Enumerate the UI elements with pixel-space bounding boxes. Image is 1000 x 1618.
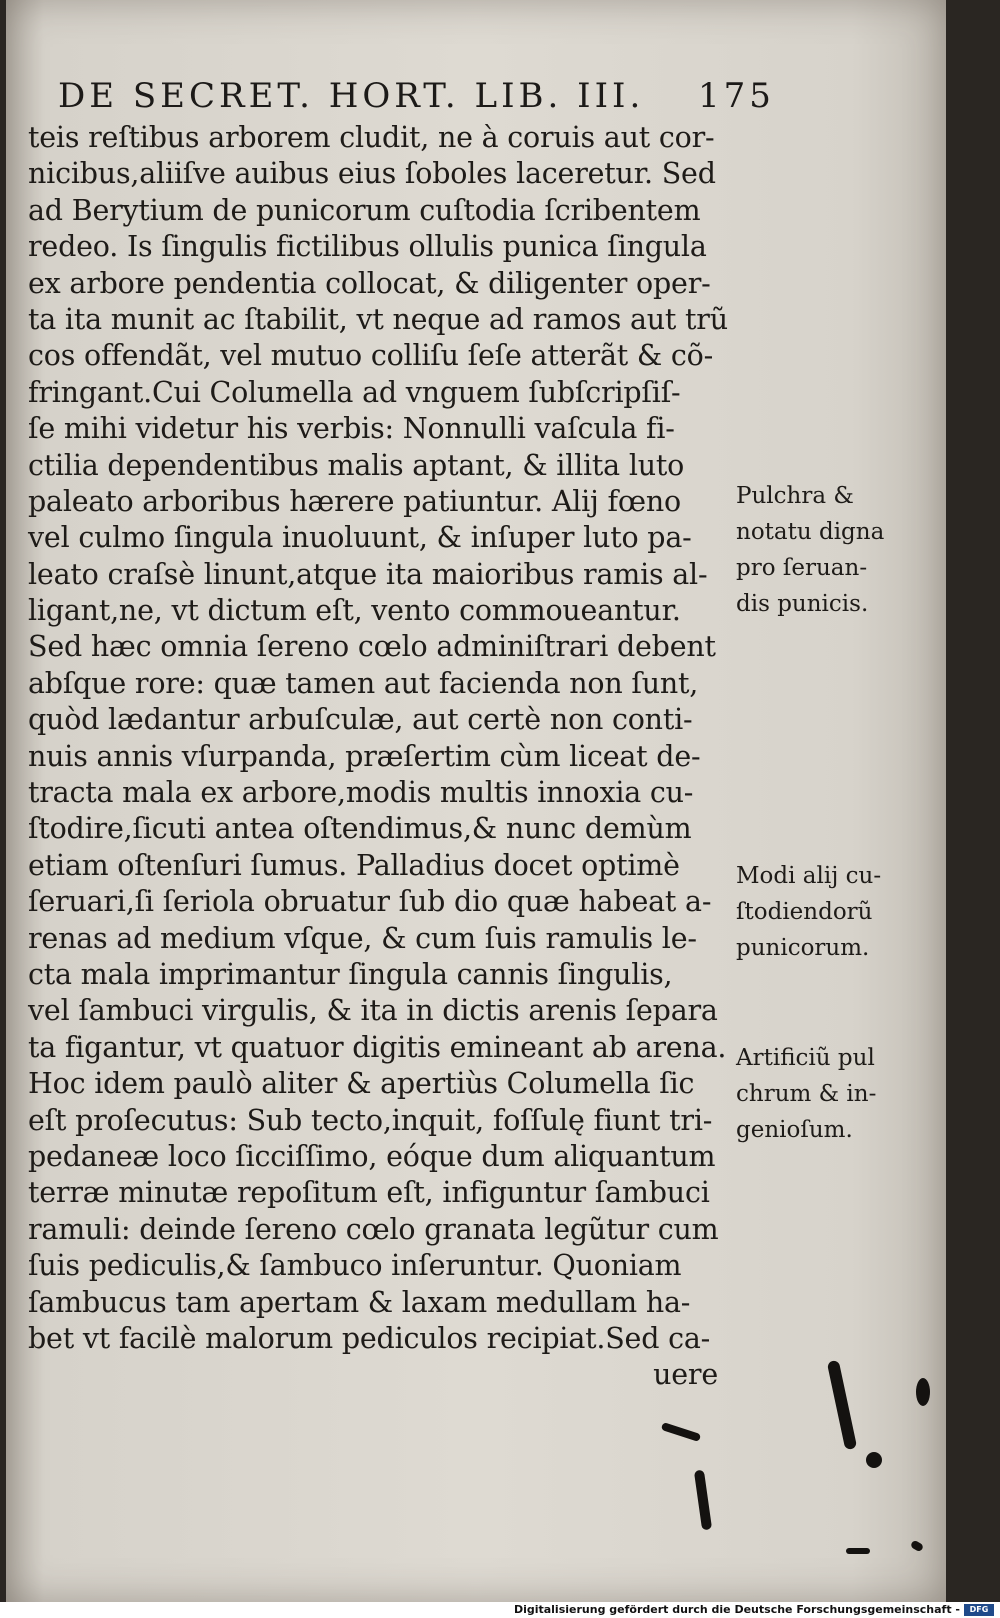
text-line: redeo. Is ſingulis fictilibus ollulis punica ſingula: [28, 230, 707, 264]
footer-credit: Digitalisierung gefördert durch die Deutsche Forschungsgemeinschaft -: [513, 1603, 960, 1616]
text-line: renas ad medium vſque, & cum ſuis ramulis le-: [28, 921, 697, 955]
text-line: ſambucus tam apertam & laxam medullam ha-: [28, 1285, 691, 1319]
dfg-logo: DFG: [964, 1604, 994, 1616]
marginal-note-line: Artificiũ pul: [736, 1045, 875, 1071]
marginal-note-line: genioſum.: [736, 1117, 853, 1143]
text-line: paleato arboribus hærere patiuntur. Alij fœno: [28, 484, 681, 518]
text-line: ſuis pediculis,& ſambuco inſeruntur. Quoniam: [28, 1249, 682, 1283]
marginal-note-line: notatu digna: [736, 519, 885, 545]
text-line: ta ita munit ac ſtabilit, vt neque ad ramos aut trũ: [28, 302, 728, 336]
text-line: fringant.Cui Columella ad vnguem ſubſcripſiſ-: [28, 375, 681, 409]
text-line: nuis annis vſurpanda, præſertim cùm liceat de-: [28, 739, 701, 773]
text-line: Sed hæc omnia ſereno cœlo adminiſtrari debent: [28, 630, 716, 664]
marginal-note-line: punicorum.: [736, 935, 870, 961]
marginal-note: [736, 1040, 906, 1148]
marginal-note-line: Pulchra &: [736, 483, 854, 509]
page-number: 175: [698, 76, 775, 116]
ink-stain: [916, 1378, 930, 1406]
text-line: pedaneæ loco ſicciſſimo, eóque dum aliquantum: [28, 1139, 716, 1173]
text-line: terræ minutæ repoſitum eſt, infiguntur ſambuci: [28, 1176, 710, 1210]
digitization-footer: [0, 1602, 1000, 1618]
marginal-note: [736, 478, 906, 622]
text-line: ex arbore pendentia collocat, & diligenter oper-: [28, 266, 711, 300]
text-line: ad Berytium de punicorum cuſtodia ſcribentem: [28, 193, 701, 227]
marginal-note-line: ſtodiendorũ: [736, 899, 873, 925]
text-line: eſt proſecutus: Sub tecto,inquit, foſſulę fiunt tri-: [28, 1103, 713, 1137]
text-line: etiam oſtenſuri ſumus. Palladius docet optimè: [28, 848, 680, 882]
marginal-note-line: chrum & in-: [736, 1081, 877, 1107]
text-line: vel ſambuci virgulis, & ita in dictis arenis ſepara: [28, 994, 718, 1028]
ink-stain: [827, 1360, 857, 1451]
main-text-block: [28, 120, 728, 1394]
text-line: quòd lædantur arbuſculæ, aut certè non conti-: [28, 703, 693, 737]
text-line: cos offendãt, vel mutuo colliſu ſeſe atterãt & cõ-: [28, 339, 714, 373]
text-line: bet vt facilè malorum pediculos recipiat.Sed ca-: [28, 1321, 711, 1355]
text-line: ctilia dependentibus malis aptant, & illita luto: [28, 448, 685, 482]
text-line: leato craſsè linunt,atque ita maioribus ramis al-: [28, 557, 708, 591]
catchword: uere: [653, 1358, 718, 1392]
text-line: tracta mala ex arbore,modis multis innoxia cu-: [28, 776, 694, 810]
book-page: [6, 0, 946, 1602]
ink-stain: [866, 1452, 882, 1468]
ink-stain: [694, 1470, 712, 1531]
text-line: abſque rore: quæ tamen aut facienda non ſunt,: [28, 666, 699, 700]
running-title: DE SECRET. HORT. LIB. III.: [58, 76, 645, 116]
marginal-note: [736, 858, 906, 966]
marginal-note-line: Modi alij cu-: [736, 863, 882, 889]
text-line: teis reſtibus arborem cludit, ne à coruis aut cor-: [28, 121, 715, 154]
ink-stain: [661, 1422, 702, 1442]
text-line: ta figantur, vt quatuor digitis emineant ab arena.: [28, 1030, 727, 1064]
text-line: vel culmo ſingula inuoluunt, & inſuper luto pa-: [28, 521, 692, 555]
text-line: ſtodire,ſicuti antea oſtendimus,& nunc demùm: [28, 812, 692, 846]
text-line: Hoc idem paulò aliter & apertiùs Columella ſic: [28, 1067, 695, 1101]
text-line: ſe mihi videtur his verbis: Nonnulli vaſcula fi-: [28, 412, 675, 446]
text-line: ſeruari,ſi ſeriola obruatur ſub dio quæ habeat a-: [28, 885, 712, 919]
running-header: [58, 76, 775, 116]
ink-stain: [910, 1540, 924, 1553]
marginal-note-line: pro ſeruan-: [736, 555, 868, 581]
text-line: nicibus,aliiſve auibus eius ſoboles laceretur. Sed: [28, 157, 716, 191]
text-line: ligant,ne, vt dictum eſt, vento commoueantur.: [28, 594, 681, 628]
ink-stain: [846, 1548, 870, 1554]
text-line: cta mala imprimantur ſingula cannis ſingulis,: [28, 957, 673, 991]
marginal-note-line: dis punicis.: [736, 591, 869, 617]
text-line: ramuli: deinde ſereno cœlo granata legũtur cum: [28, 1212, 719, 1246]
